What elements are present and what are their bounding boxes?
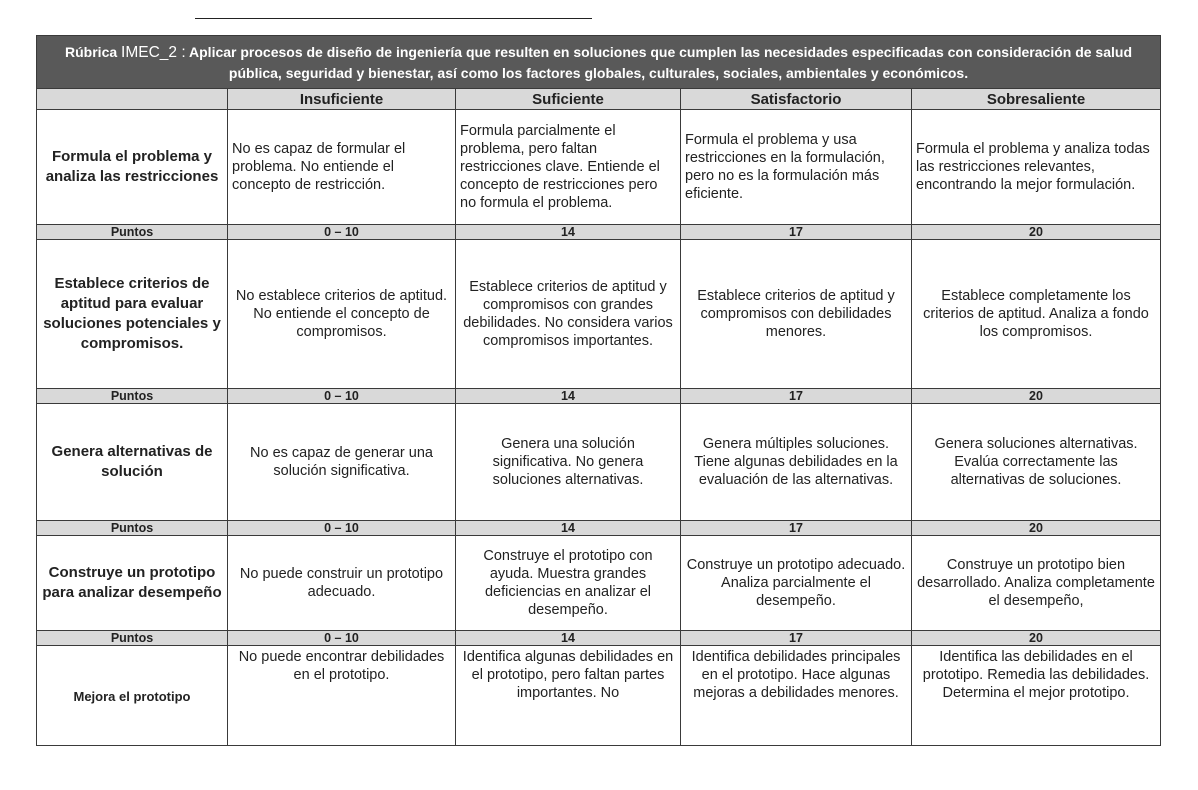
level-header-row (37, 89, 1161, 110)
criterion-label: Establece criterios de aptitud para evaluar soluciones potenciales y compromisos. (37, 240, 228, 389)
points-label: Puntos (37, 389, 228, 404)
points-row (37, 225, 1161, 240)
cell-insuficiente: No puede encontrar debilidades en el prototipo. (228, 646, 456, 746)
cell-suficiente: Establece criterios de aptitud y compromisos con grandes debilidades. No considera varios compromisos importantes. (456, 240, 681, 389)
points-sobresaliente: 20 (912, 225, 1161, 240)
points-row (37, 389, 1161, 404)
cell-satisfactorio: Establece criterios de aptitud y compromisos con debilidades menores. (681, 240, 912, 389)
points-satisfactorio: 17 (681, 521, 912, 536)
cell-insuficiente: No es capaz de formular el problema. No entiende el concepto de restricción. (228, 110, 456, 225)
cell-sobresaliente: Identifica las debilidades en el prototipo. Remedia las debilidades. Determina el mejor prototipo. (912, 646, 1161, 746)
points-sobresaliente: 20 (912, 631, 1161, 646)
points-sobresaliente: 20 (912, 389, 1161, 404)
points-satisfactorio: 17 (681, 631, 912, 646)
cell-satisfactorio: Formula el problema y usa restricciones en la formulación, pero no es la formulación más eficiente. (681, 110, 912, 225)
criterion-label: Construye un prototipo para analizar desempeño (37, 536, 228, 631)
cell-satisfactorio: Identifica debilidades principales en el prototipo. Hace algunas mejoras a debilidades menores. (681, 646, 912, 746)
points-suficiente: 14 (456, 225, 681, 240)
points-suficiente: 14 (456, 521, 681, 536)
rubric-label: Rúbrica (65, 43, 118, 60)
signature-line (195, 18, 592, 19)
rubric-code: IMEC_2 : (121, 43, 186, 61)
cell-sobresaliente: Genera soluciones alternativas. Evalúa correctamente las alternativas de soluciones. (912, 404, 1161, 521)
points-insuficiente: 0 – 10 (228, 631, 456, 646)
cell-satisfactorio: Construye un prototipo adecuado. Analiza parcialmente el desempeño. (681, 536, 912, 631)
points-label: Puntos (37, 631, 228, 646)
points-insuficiente: 0 – 10 (228, 389, 456, 404)
criterion-row (37, 646, 1161, 746)
cell-insuficiente: No puede construir un prototipo adecuado. (228, 536, 456, 631)
cell-sobresaliente: Formula el problema y analiza todas las restricciones relevantes, encontrando la mejor formulación. (912, 110, 1161, 225)
header-insuficiente: Insuficiente (228, 89, 456, 110)
criterion-row (37, 110, 1161, 225)
points-label: Puntos (37, 225, 228, 240)
points-satisfactorio: 17 (681, 389, 912, 404)
points-label: Puntos (37, 521, 228, 536)
header-suficiente: Suficiente (456, 89, 681, 110)
cell-sobresaliente: Establece completamente los criterios de aptitud. Analiza a fondo los compromisos. (912, 240, 1161, 389)
header-satisfactorio: Satisfactorio (681, 89, 912, 110)
header-sobresaliente: Sobresaliente (912, 89, 1161, 110)
rubric-description: Aplicar procesos de diseño de ingeniería que resulten en soluciones que cumplen las necesidades especificadas con consideración de salud pública, seguridad y bienestar, así como los factores globales, culturales, sociales, ambientales y económicos. (189, 43, 1132, 81)
cell-sobresaliente: Construye un prototipo bien desarrollado. Analiza completamente el desempeño, (912, 536, 1161, 631)
rubric-title (37, 36, 1161, 89)
criterion-label: Mejora el prototipo (37, 646, 228, 746)
criterion-label: Formula el problema y analiza las restricciones (37, 110, 228, 225)
criterion-row (37, 536, 1161, 631)
cell-insuficiente: No establece criterios de aptitud. No entiende el concepto de compromisos. (228, 240, 456, 389)
points-suficiente: 14 (456, 389, 681, 404)
cell-suficiente: Construye el prototipo con ayuda. Muestra grandes deficiencias en analizar el desempeño. (456, 536, 681, 631)
criterion-row (37, 240, 1161, 389)
cell-suficiente: Genera una solución significativa. No genera soluciones alternativas. (456, 404, 681, 521)
points-insuficiente: 0 – 10 (228, 521, 456, 536)
points-satisfactorio: 17 (681, 225, 912, 240)
cell-suficiente: Identifica algunas debilidades en el prototipo, pero faltan partes importantes. No (456, 646, 681, 746)
cell-satisfactorio: Genera múltiples soluciones. Tiene algunas debilidades en la evaluación de las alternativas. (681, 404, 912, 521)
cell-insuficiente: No es capaz de generar una solución significativa. (228, 404, 456, 521)
points-insuficiente: 0 – 10 (228, 225, 456, 240)
criterion-row (37, 404, 1161, 521)
rubric-table (36, 35, 1161, 746)
points-row (37, 631, 1161, 646)
points-suficiente: 14 (456, 631, 681, 646)
header-empty (37, 89, 228, 110)
rubric-title-row (37, 36, 1161, 89)
cell-suficiente: Formula parcialmente el problema, pero faltan restricciones clave. Entiende el concepto de restricciones pero no formula el problema. (456, 110, 681, 225)
points-sobresaliente: 20 (912, 521, 1161, 536)
criterion-label: Genera alternativas de solución (37, 404, 228, 521)
points-row (37, 521, 1161, 536)
